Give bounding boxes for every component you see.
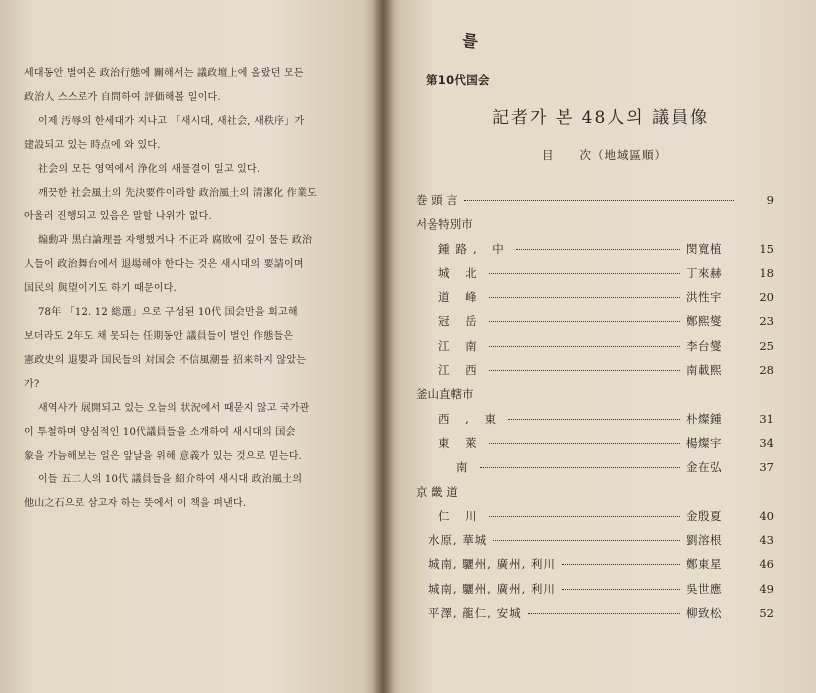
text-line: 이 투철하며 양심적인 10代議員들을 소개하여 새시대의 国会 <box>24 426 296 438</box>
toc-entry-label: 釜山直轄市 <box>416 387 474 402</box>
toc-entry-member-name: 鄭熙燮 <box>686 314 722 329</box>
toc-entry-label: 東 萊 <box>438 435 483 450</box>
toc-entry-label: 城南, 驪州, 廣州, 利川 <box>428 581 556 596</box>
toc-entry-page-number: 49 <box>759 581 774 596</box>
toc-entry <box>416 504 776 528</box>
left-page <box>0 0 382 693</box>
toc-section-heading <box>416 212 776 236</box>
toc-leader-dots <box>516 249 680 250</box>
toc-entry-page-number: 31 <box>759 411 774 426</box>
toc-entry-member-name: 閔寬植 <box>686 241 722 256</box>
table-of-contents <box>416 188 776 625</box>
toc-entry <box>416 552 776 576</box>
toc-leader-dots <box>489 297 680 298</box>
text-line: 보더라도 2年도 채 못되는 任期동안 議員들이 벌인 作態들은 <box>24 330 294 342</box>
text-line: 깨끗한 社会風土의 先決要件이라할 政治風土의 清潔化 作業도 <box>38 187 318 199</box>
running-header: 第10代国会 <box>426 73 490 87</box>
book-gutter <box>372 0 394 693</box>
text-line: 이제 汚辱의 한세대가 지나고 「새시대, 새社会, 새秩序」가 <box>38 115 305 127</box>
toc-leader-dots <box>562 564 680 565</box>
toc-leader-dots <box>489 370 680 371</box>
toc-entry <box>416 601 776 625</box>
toc-entry <box>416 188 776 212</box>
text-line: 세대동안 벌여온 政治行態에 關해서는 議政壇上에 올랐던 모든 <box>24 68 304 79</box>
text-line: 社会의 모든 영역에서 浄化의 새물결이 일고 있다. <box>38 163 261 175</box>
toc-entry-page-number: 40 <box>759 508 774 523</box>
toc-leader-dots <box>562 589 680 590</box>
toc-entry <box>416 334 776 358</box>
toc-entry-label: 冠 岳 <box>438 314 483 329</box>
toc-leader-dots <box>489 321 680 322</box>
toc-section-heading <box>416 480 776 504</box>
toc-entry-member-name: 柳致松 <box>686 606 722 621</box>
toc-entry-label: 仁 川 <box>438 508 483 523</box>
toc-leader-dots <box>493 540 680 541</box>
toc-entry <box>416 309 776 333</box>
toc-entry-page-number: 43 <box>759 533 774 548</box>
toc-entry-member-name: 朴燦鍾 <box>686 411 722 426</box>
text-line: 이들 五二人의 10代 議員들을 紹介하여 새시대 政治風土의 <box>38 474 303 486</box>
toc-leader-dots <box>489 346 680 347</box>
toc-entry-page-number: 23 <box>759 314 774 329</box>
toc-entry-page-number: 37 <box>759 460 774 475</box>
toc-entry-label: 道 峰 <box>438 290 483 305</box>
text-line: 他山之石으로 삼고자 하는 뜻에서 이 책을 펴낸다. <box>24 498 247 510</box>
toc-entry-label: 水原, 華城 <box>428 533 488 548</box>
toc-entry-page-number: 52 <box>759 606 774 621</box>
toc-entry-label: 鍾路, 中 <box>438 241 510 256</box>
text-line: 憲政史의 退嬰과 国民들의 対国会 不信風潮를 招来하지 않았는 <box>24 354 307 366</box>
toc-entry-page-number: 18 <box>759 265 774 280</box>
toc-entry-member-name: 南載熙 <box>686 363 722 378</box>
toc-entry <box>416 358 776 382</box>
text-line: 가? <box>24 378 40 390</box>
toc-entry <box>416 528 776 552</box>
toc-entry <box>416 431 776 455</box>
toc-entry <box>416 237 776 261</box>
toc-entry-member-name: 楊燦宇 <box>686 435 722 450</box>
toc-entry <box>416 577 776 601</box>
toc-subtitle: 目 次（地域區順） <box>542 148 667 162</box>
toc-entry-label: 巻 頭 言 <box>416 193 458 207</box>
toc-entry-member-name: 李台燮 <box>686 338 722 353</box>
toc-entry-label: 平澤, 龍仁, 安城 <box>428 606 522 621</box>
text-line: 建設되고 있는 時点에 와 있다. <box>24 139 161 151</box>
toc-leader-dots <box>489 443 680 444</box>
toc-leader-dots <box>489 273 680 274</box>
toc-entry-label: 城 北 <box>438 265 483 280</box>
text-line: 人들이 政治舞台에서 退場해야 한다는 것은 새시대의 要請이며 <box>24 259 304 271</box>
toc-entry-label: 서울特別市 <box>416 217 473 232</box>
toc-entry-label: 城南, 驪州, 廣州, 利川 <box>428 557 556 572</box>
book-title: 記者가 본 48人의 議員像 <box>492 108 710 128</box>
text-line: 象을 가늠해보는 일은 앞날을 위해 意義가 있는 것으로 믿는다. <box>24 450 302 462</box>
text-line: 새역사가 展開되고 있는 오늘의 状況에서 때묻지 않고 국가관 <box>38 402 310 414</box>
toc-entry-page-number: 28 <box>759 363 774 378</box>
text-line: 政治人 스스로가 自問하여 評価해볼 일이다. <box>24 91 221 103</box>
toc-entry-label: 江 西 <box>438 363 483 378</box>
toc-leader-dots <box>464 200 734 201</box>
toc-entry-label: 南 <box>456 460 474 475</box>
toc-leader-dots <box>508 419 680 420</box>
toc-entry-member-name: 金在弘 <box>686 460 722 475</box>
toc-entry-member-name: 洪性宇 <box>686 290 722 305</box>
toc-entry-member-name: 吳世應 <box>686 581 722 596</box>
toc-entry-member-name: 金殷夏 <box>686 508 722 523</box>
toc-entry-page-number: 34 <box>759 435 774 450</box>
toc-leader-dots <box>480 467 681 468</box>
toc-leader-dots <box>528 613 680 614</box>
preface-text <box>24 62 369 516</box>
toc-entry-page-number: 25 <box>759 338 774 353</box>
toc-entry <box>416 261 776 285</box>
toc-entry <box>416 285 776 309</box>
toc-entry-label: 江 南 <box>438 338 483 353</box>
toc-entry-label: 西 , 東 <box>438 411 502 426</box>
margin-mark: 를 <box>461 30 480 52</box>
toc-leader-dots <box>489 516 680 517</box>
right-page <box>382 0 816 693</box>
toc-entry-page-number: 20 <box>759 290 774 305</box>
toc-entry-member-name: 劉溶根 <box>686 533 722 548</box>
text-line: 78年 「12. 12 総選」으로 구성된 10代 国会만을 회고해 <box>38 307 298 319</box>
toc-entry-member-name: 丁來赫 <box>686 265 722 280</box>
toc-entry-label: 京 畿 道 <box>416 484 458 499</box>
toc-section-heading <box>416 382 776 406</box>
toc-entry <box>416 407 776 431</box>
toc-entry <box>416 455 776 479</box>
toc-entry-member-name: 鄭東星 <box>686 557 722 572</box>
toc-entry-page-number: 9 <box>766 193 774 207</box>
text-line: 아울러 진행되고 있음은 말할 나위가 없다. <box>24 211 212 223</box>
toc-entry-page-number: 15 <box>759 241 774 256</box>
text-line: 煽動과 黑白論理를 자행했거나 不正과 腐敗에 깊이 물든 政治 <box>38 235 313 247</box>
text-line: 国民의 與望이기도 하기 때문이다. <box>24 283 177 295</box>
toc-entry-page-number: 46 <box>759 557 774 572</box>
